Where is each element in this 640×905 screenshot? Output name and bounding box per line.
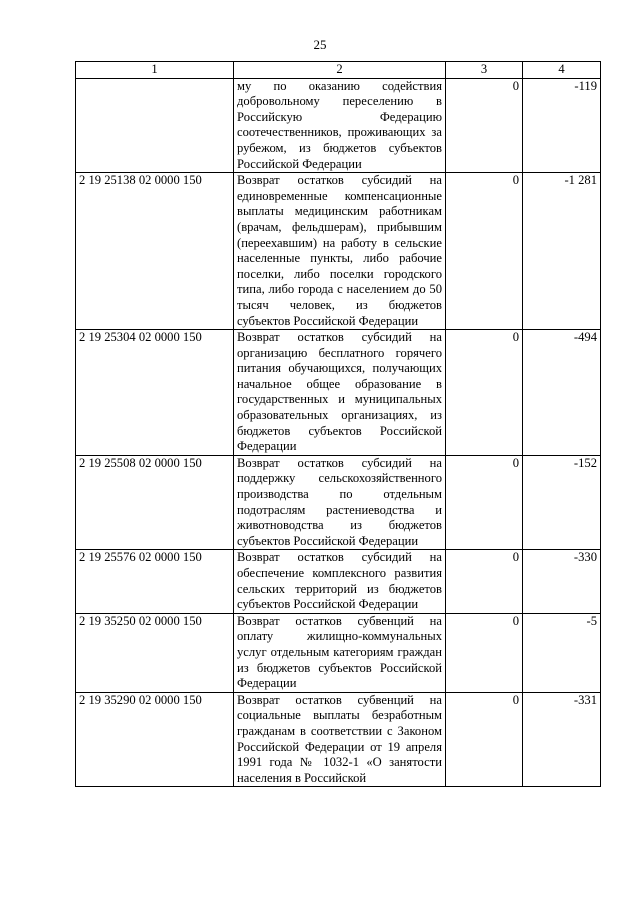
budget-code [76, 78, 234, 173]
row-description: Возврат остатков субсидий на организацию бесплатного горячего питания обучающихся, получающих начальное общее образование в государственных и муниципальных образовательных организациях, из бюджетов субъектов Российской Федерации [234, 330, 446, 456]
table-row [76, 78, 601, 173]
table-row [76, 330, 601, 456]
column-4-value: -330 [523, 550, 601, 613]
budget-code: 2 19 25304 02 0000 150 [76, 330, 234, 456]
row-description: Возврат остатков субсидий на обеспечение комплексного развития сельских территорий из бюджетов субъектов Российской Федерации [234, 550, 446, 613]
column-3-value: 0 [446, 78, 523, 173]
budget-table [75, 61, 601, 787]
budget-code: 2 19 25576 02 0000 150 [76, 550, 234, 613]
column-3-value: 0 [446, 692, 523, 787]
column-header-4: 4 [523, 62, 601, 79]
row-description: Возврат остатков субвенций на оплату жилищно-коммунальных услуг отдельным категориям граждан из бюджетов субъектов Российской Федерации [234, 613, 446, 692]
column-3-value: 0 [446, 613, 523, 692]
table-row [76, 550, 601, 613]
column-header-1: 1 [76, 62, 234, 79]
column-4-value: -5 [523, 613, 601, 692]
table-row [76, 455, 601, 550]
budget-code: 2 19 25508 02 0000 150 [76, 455, 234, 550]
column-3-value: 0 [446, 455, 523, 550]
table-row [76, 692, 601, 787]
column-header-3: 3 [446, 62, 523, 79]
row-description: Возврат остатков субвенций на социальные выплаты безработным гражданам в соответствии с Законом Российской Федерации от 19 апреля 1991 года № 1032-1 «О занятости населения в Российской [234, 692, 446, 787]
column-4-value: -152 [523, 455, 601, 550]
column-4-value: -1 281 [523, 173, 601, 330]
row-description: му по оказанию содействия добровольному переселению в Российскую Федерацию соотечественников, проживающих за рубежом, из бюджетов субъектов Российской Федерации [234, 78, 446, 173]
column-header-2: 2 [234, 62, 446, 79]
column-3-value: 0 [446, 330, 523, 456]
column-4-value: -119 [523, 78, 601, 173]
row-description: Возврат остатков субсидий на единовременные компенсационные выплаты медицинским работникам (врачам, фельдшерам), прибывшим (переехавшим) на работу в сельские населенные пункты, либо рабочие поселки, либо поселки городского типа, либо города с населением до 50 тысяч человек, из бюджетов субъектов Российской Федерации [234, 173, 446, 330]
budget-code: 2 19 35250 02 0000 150 [76, 613, 234, 692]
table-header-row [76, 62, 601, 79]
budget-code: 2 19 25138 02 0000 150 [76, 173, 234, 330]
column-3-value: 0 [446, 550, 523, 613]
column-4-value: -494 [523, 330, 601, 456]
column-4-value: -331 [523, 692, 601, 787]
budget-code: 2 19 35290 02 0000 150 [76, 692, 234, 787]
table-row [76, 173, 601, 330]
page-number: 25 [313, 37, 327, 52]
table-row [76, 613, 601, 692]
row-description: Возврат остатков субсидий на поддержку сельскохозяйственного производства по отдельным подотраслям растениеводства и животноводства из бюджетов субъектов Российской Федерации [234, 455, 446, 550]
column-3-value: 0 [446, 173, 523, 330]
